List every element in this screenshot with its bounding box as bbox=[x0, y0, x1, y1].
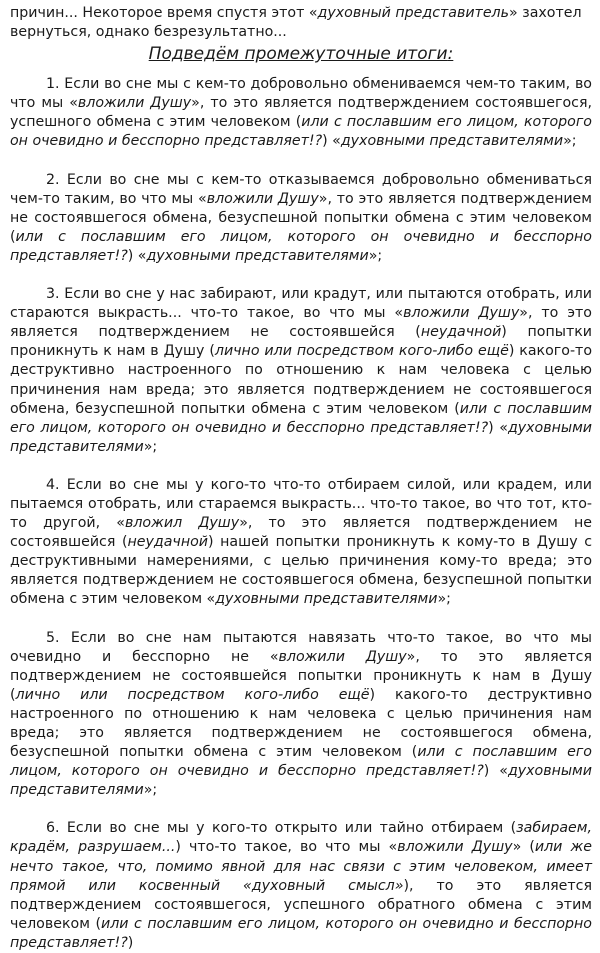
italic-term: или с пославшим его лицом, которого он очевидно и бесспорно представляет!? bbox=[10, 228, 592, 264]
italic-term: духовными представителями bbox=[146, 247, 369, 264]
italic-term: духовными представителями bbox=[10, 419, 592, 455]
text-run: 5. Если во сне нам пытаются навязать что-то такое, во что мы очевидно и бесспорно не « bbox=[10, 629, 592, 665]
italic-term: вложили Душу bbox=[77, 95, 192, 112]
heading-text: Подведём промежуточные итоги bbox=[148, 44, 448, 65]
text-run: ) « bbox=[488, 419, 508, 436]
italic-term: вложили Душу bbox=[206, 190, 319, 207]
text-run: ), то это является подтверждением состоявшегося, успешного обратного обмена с этим человеком ( bbox=[10, 877, 593, 932]
text-run: 3. Если во сне у нас забирают, или крадут, или пытаются отобрать, или стараются выкрасть... что-то такое, во что мы « bbox=[10, 286, 592, 322]
text-run: ) попытки проникнуть к нам в Душу ( bbox=[10, 324, 592, 360]
text-run: ) « bbox=[127, 247, 147, 264]
text-run: ) что-то такое, во что мы « bbox=[175, 839, 398, 856]
list-item-6 bbox=[10, 819, 592, 953]
italic-term: неудачной bbox=[420, 324, 502, 341]
italic-term: или с пославшим его лицом, которого он очевидно и бесспорно представляет!? bbox=[10, 915, 592, 951]
italic-term: духовный представитель bbox=[317, 5, 509, 21]
list-item-3 bbox=[10, 285, 592, 457]
text-run: причин... Некоторое время спустя этот « bbox=[10, 5, 318, 21]
text-run: ) « bbox=[483, 763, 508, 780]
italic-term: или с пославшим его лицом, которого он очевидно и бесспорно представляет!? bbox=[10, 114, 592, 150]
text-run: 4. Если во сне мы у кого-то что-то отбираем силой, или крадем, или пытаемся отобрать, или стараемся выкрасть... что-то такое, во что тот, кто-то другой, « bbox=[10, 476, 592, 532]
text-run: ) какого-то деструктивно настроенного по отношению к нам человека с целью причинения нам вреда; это является подтверждением не состоявшегося обмена, безуспешной попытки обмена с этим человеком ( bbox=[10, 343, 593, 417]
heading-colon: : bbox=[447, 44, 454, 65]
italic-term: или с пославшим его лицом, которого он очевидно и бесспорно представляет!? bbox=[10, 400, 592, 436]
italic-term: духовными представителями bbox=[10, 763, 592, 799]
text-run: » ( bbox=[512, 839, 535, 856]
text-run: », то это является подтверждением не состоявшейся ( bbox=[10, 515, 592, 551]
text-run: », то это является подтверждением состоявшегося, успешного обмена с этим человеком ( bbox=[10, 95, 592, 131]
text-run: 1. Если во сне мы с кем-то добровольно обмениваемся чем-то таким, во что мы « bbox=[10, 76, 592, 112]
text-run: 6. Если во сне мы у кого-то открыто или тайно отбираем ( bbox=[46, 820, 517, 837]
text-run: 2. Если во сне мы с кем-то отказываемся добровольно обмениваться чем-то таким, во что мы « bbox=[10, 171, 592, 207]
italic-term: вложили Душу bbox=[397, 839, 513, 856]
text-run: », то это является подтверждением не состоявшегося обмена, безуспешной попытки обмена с этим человеком ( bbox=[10, 190, 592, 245]
text-run: », то это является подтверждением не состоявшейся ( bbox=[10, 305, 592, 341]
intro-paragraph bbox=[10, 4, 592, 42]
section-heading bbox=[10, 43, 592, 65]
italic-term: или же нечто такое, что, помимо явной для нас связи с этим человеком, имеет прямой или косвенный «духовный смысл» bbox=[10, 839, 592, 894]
text-run: » захотел вернуться, однако безрезультатно... bbox=[10, 5, 582, 41]
italic-term: вложили Душу bbox=[403, 305, 520, 322]
italic-term: или с пославшим его лицом, которого он очевидно и бесспорно представляет!? bbox=[10, 744, 592, 780]
italic-term: вложили Душу bbox=[278, 648, 407, 665]
italic-term: неудачной bbox=[127, 534, 208, 551]
italic-term: духовными представителями bbox=[340, 133, 564, 150]
italic-term: лично или посредством кого-либо ещё bbox=[15, 686, 370, 703]
text-run: ) bbox=[127, 934, 134, 951]
document-page bbox=[10, 4, 592, 953]
text-run: ) « bbox=[322, 133, 341, 150]
text-run: »; bbox=[563, 133, 577, 150]
list-item-2 bbox=[10, 171, 592, 266]
italic-term: вложил Душу bbox=[125, 515, 240, 532]
text-run: », то это является подтверждением не состоявшейся попытки проникнуть к нам в Душу ( bbox=[10, 648, 592, 703]
list-item-5 bbox=[10, 629, 592, 801]
list-item-4 bbox=[10, 476, 592, 610]
text-run: »; bbox=[368, 247, 383, 264]
text-run: »; bbox=[143, 782, 158, 799]
text-run: ) нашей попытки проникнуть к кому-то в Душу с деструктивными намерениями, с целью причинения кому-то вреда; это является подтверждением не состоявшегося обмена, безуспешной попытки обмена с этим человеком « bbox=[10, 534, 592, 608]
italic-term: духовными представителями bbox=[215, 591, 438, 608]
text-run: »; bbox=[143, 438, 158, 455]
text-run: ) какого-то деструктивно настроенного по отношению к нам человека с целью причинения нам вреда; это является подтверждением не состоявшегося обмена, безуспешной попытки обмена с этим человеком ( bbox=[10, 686, 592, 761]
italic-term: лично или посредством кого-либо ещё bbox=[214, 343, 509, 360]
text-run: »; bbox=[437, 591, 451, 608]
list-item-1 bbox=[10, 75, 592, 151]
italic-term: забираем, крадём, разрушаем... bbox=[10, 820, 592, 856]
